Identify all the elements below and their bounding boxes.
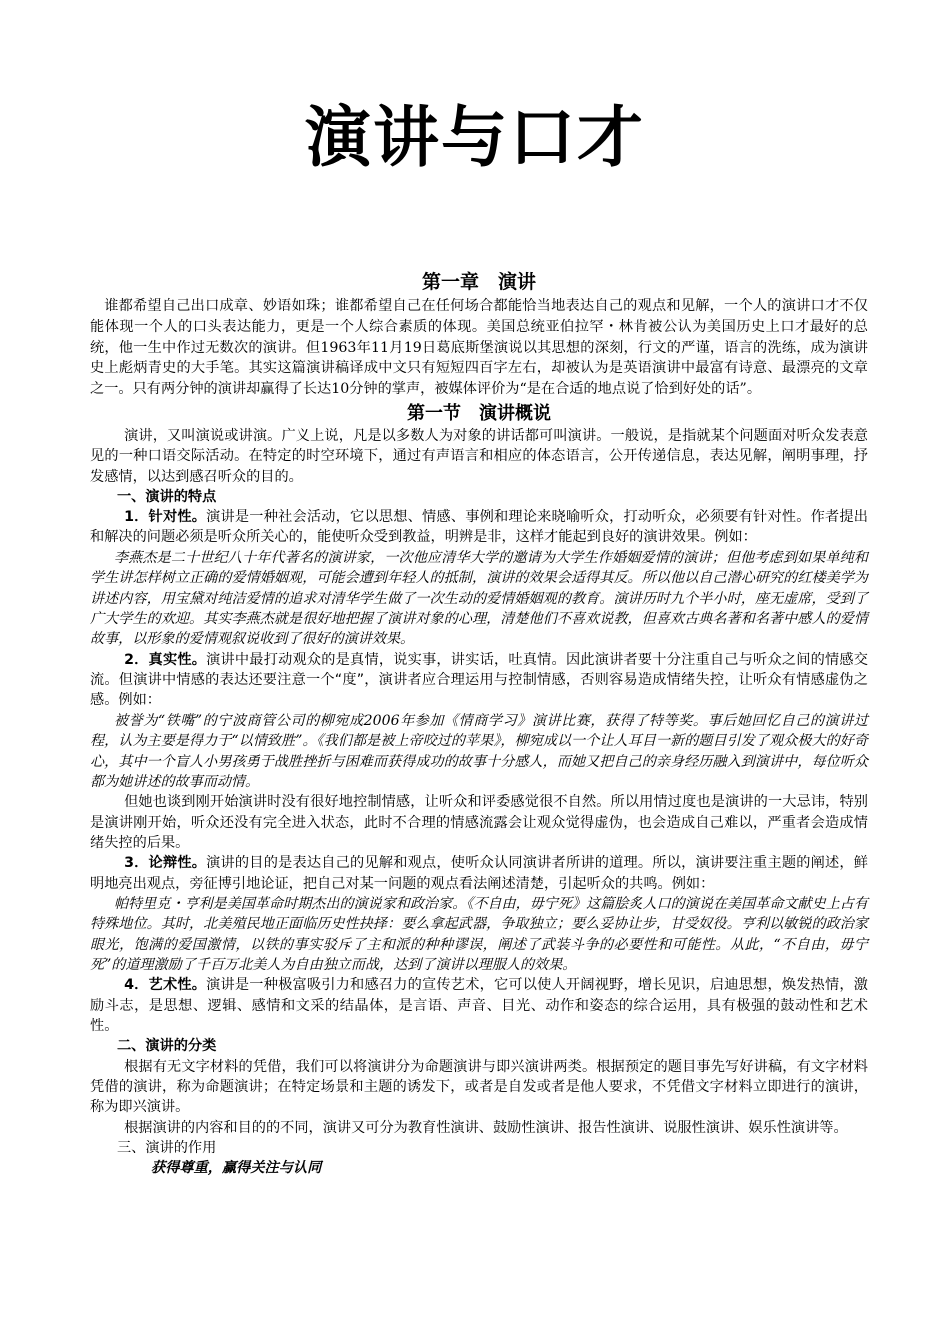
point-3-paragraph [90,853,868,894]
part2-heading: 二、演讲的分类 [116,1038,217,1055]
point-1-text: 演讲是一种社会活动，它以思想、情感、事例和理论来晓喻听众，打动听众，必须要有针对性。作者提出和解决的问题必须是听众所关心的，能使听众受到教益，明辨是非，这样才能起到良好的演讲效果。例如： [90,509,868,546]
part3-subheading: 获得尊重，赢得关注与认同 [151,1160,322,1177]
point-1-example: 李燕杰是二十世纪八十年代著名的演讲家，一次他应清华大学的邀请为大学生作婚姻爱情的演讲；但他考虑到如果单纯和学生讲怎样树立正确的爱情婚姻观，可能会遭到年轻人的抵制，演讲的效果会适得其反。所以他以自己潜心研究的红楼美学为讲述内容，用宝黛对纯洁爱情的追求对清华学生做了一次生动的爱情婚姻观的教育。演讲历时九个半小时，座无虚席，受到了广大学生的欢迎。其实李燕杰就是很好地把握了演讲对象的心理，清楚他们不喜欢说教，但喜欢古典名著和名著中感人的爱情故事，以形象的爱情观叙说收到了很好的演讲效果。 [90,549,868,648]
point-3-example: 帕特里克・亨利是美国革命时期杰出的演说家和政治家。《不自由，毋宁死》这篇脍炙人口的演说在美国革命文献史上占有特殊地位。其时，北美殖民地正面临历史性抉择：要么拿起武器，争取独立；要么妥协让步，甘受奴役。亨利以敏锐的政治家眼光，饱满的爱国激情，以铁的事实驳斥了主和派的种种谬误，阐述了武装斗争的必要性和可能性。从此，“不自由，毋宁死”的道理激励了千百万北美人为自由独立而战，达到了演讲以理服人的效果。 [90,895,868,974]
point-2-lead: 2．真实性。 [124,651,207,668]
part1-heading: 一、演讲的特点 [116,488,217,505]
point-3-text: 演讲的目的是表达自己的见解和观点，使听众认同演讲者所讲的道理。所以，演讲要注重主题的阐述，鲜明地亮出观点，旁征博引地论证，把自己对某一问题的观点看法阐述清楚，引起听众的共鸣。例如： [90,855,868,892]
document-title: 演讲与口才 [305,99,645,176]
point-1-paragraph [90,507,868,548]
point-4-paragraph [90,975,868,1036]
part2-paragraph-2: 根据演讲的内容和目的的不同，演讲又可分为教育性演讲、鼓励性演讲、报告性演讲、说服性演讲、娱乐性演讲等。 [124,1119,848,1136]
point-1-lead: 1．针对性。 [124,509,207,526]
point-4-text: 演讲是一种极富吸引力和感召力的宣传艺术，它可以使人开阔视野，增长见识，启迪思想，焕发热情，激励斗志，是思想、逻辑、感情和文采的结晶体，是言语、声音、目光、动作和姿态的综合运用，具有极强的鼓动性和艺术性。 [90,977,868,1035]
document-body [90,268,868,1178]
chapter-title: 第一章 演讲 [421,271,536,293]
part3-heading: 三、演讲的作用 [116,1139,217,1156]
point-2-after: 但她也谈到刚开始演讲时没有很好地控制情感，让听众和评委感觉很不自然。所以用情过度也是演讲的一大忌讳，特别是演讲刚开始，听众还没有完全进入状态，此时不合理的情感流露会让观众觉得虚伪，也会造成自己难以，严重者会造成情绪失控的后果。 [90,794,868,851]
chapter-intro: 谁都希望自己出口成章、妙语如珠；谁都希望自己在任何场合都能恰当地表达自己的观点和见解，一个人的演讲口才不仅能体现一个人的口头表达能力，更是一个人综合素质的体现。美国总统亚伯拉罕・林肯被公认为美国历史上口才最好的总统，他一生中作过无数次的演讲。但1963年11月19日葛底斯堡演说以其思想的深刻，行文的严谨，语言的洗练，成为演讲史上彪炳青史的大手笔。其实这篇演讲稿译成中文只有短短四百字左右，却被认为是英语演讲中最富有诗意、最漂亮的文章之一。只有两分钟的演讲却赢得了长达10分钟的掌声，被媒体评价为“是在合适的地点说了恰到好处的话”。 [90,298,868,398]
part2-paragraph-1: 根据有无文字材料的凭借，我们可以将演讲分为命题演讲与即兴演讲两类。根据预定的题目事先写好讲稿，有文字材料凭借的演讲，称为命题演讲；在特定场景和主题的诱发下，或者是自发或者是他人要求，不凭借文字材料立即进行的演讲，称为即兴演讲。 [90,1058,868,1116]
point-2-example: 被誉为“铁嘴”的宁波商管公司的柳宛成2006年参加《情商学习》演讲比赛，获得了特等奖。事后她回忆自己的演讲过程，认为主要是得力于“以情致胜”。《我们都是被上帝咬过的苹果》，柳宛成以一个让人耳目一新的题目引发了观众极大的好奇心，其中一个盲人小男孩勇于战胜挫折与困难而获得成功的故事十分感人，而她又把自己的亲身经历融入到演讲中，每位听众都为她讲述的故事而动情。 [90,712,868,790]
point-2-text: 演讲中最打动观众的是真情，说实事，讲实话，吐真情。因此演讲者要十分注重自己与听众之间的情感交流。但演讲中情感的表达还要注意一个“度”，演讲者应合理运用与控制情感，否则容易造成情绪失控，让听众有情感虚伪之感。例如： [90,651,868,709]
definition-paragraph: 演讲，又叫演说或讲演。广义上说，凡是以多数人为对象的讲话都可叫演讲。一般说，是指就某个问题面对听众发表意见的一种口语交际活动。在特定的时空环境下，通过有声语言和相应的体态语言，公开传递信息，表达见解，阐明事理，抒发感情，以达到感召听众的目的。 [90,427,868,485]
point-3-lead: 3．论辩性。 [124,855,207,872]
point-4-lead: 4．艺术性。 [124,977,207,994]
point-2-paragraph [90,650,868,711]
section-title: 第一节 演讲概说 [407,402,551,424]
